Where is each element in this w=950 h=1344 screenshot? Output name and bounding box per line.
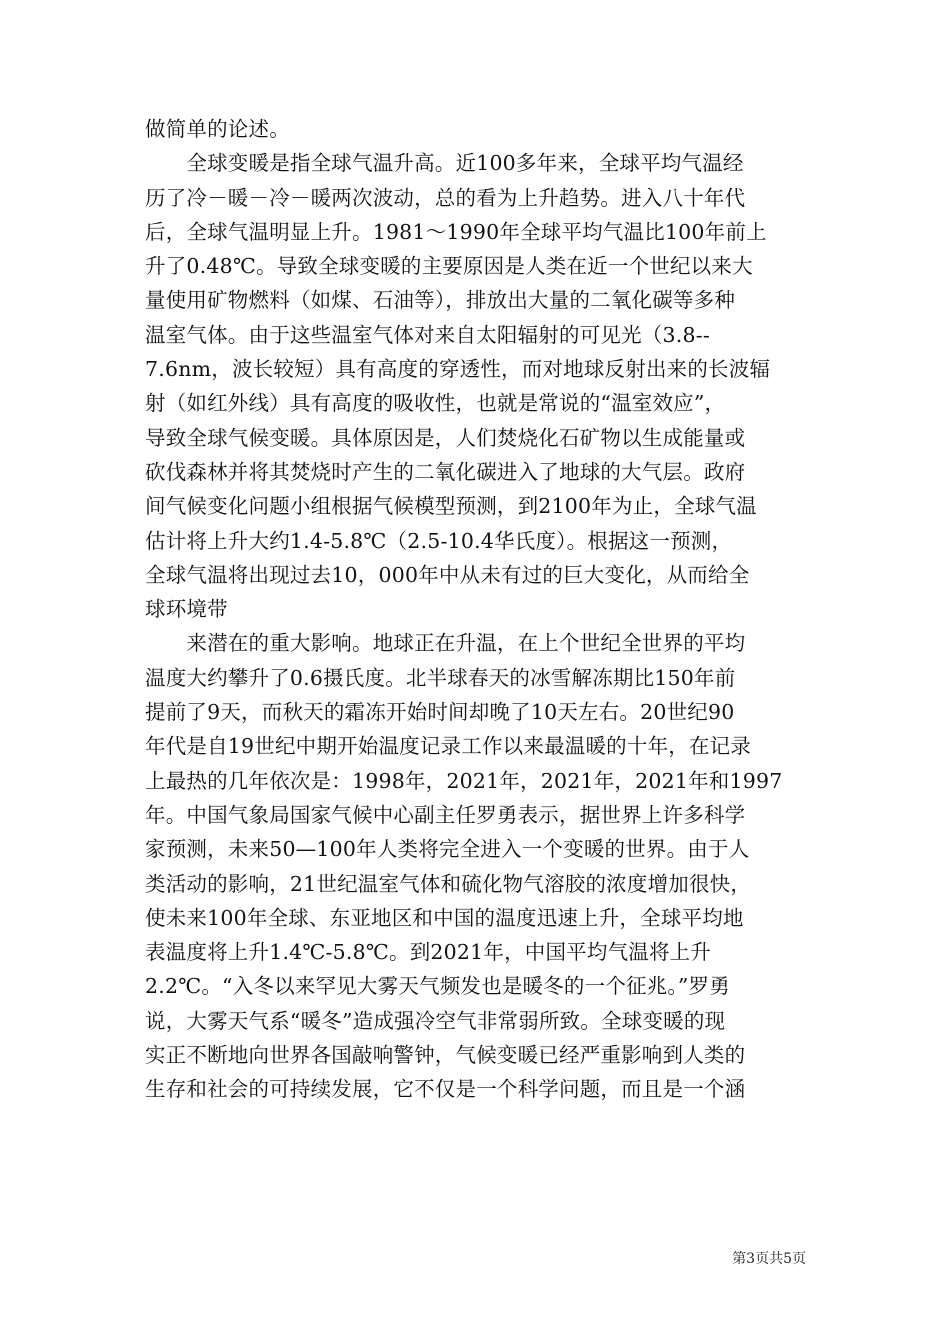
text-line: 砍伐森林并将其焚烧时产生的二氧化碳进入了地球的大气层。政府 [145,459,746,484]
text-line: 表温度将上升1.4℃-5.8℃。到2021年，中国平均气温将上升 [145,940,712,965]
text-line: 年。中国气象局国家气候中心副主任罗勇表示，据世界上许多科学 [145,802,746,827]
text-line: 间气候变化问题小组根据气候模型预测，到2100年为止，全球气温 [145,494,757,519]
text-line: 2.2℃。“入冬以来罕见大雾天气频发也是暖冬的一个征兆。”罗勇 [145,974,730,999]
text-line: 来潜在的重大影响。地球正在升温，在上个世纪全世界的平均 [145,631,746,656]
text-line: 量使用矿物燃料（如煤、石油等），排放出大量的二氧化碳等多种 [145,288,736,313]
text-line: 射（如红外线）具有高度的吸收性，也就是常说的“温室效应”， [145,391,726,416]
text-line: 实正不断地向世界各国敲响警钟，气候变暖已经严重影响到人类的 [145,1043,746,1068]
document-body [145,112,810,1107]
text-line: 球环境带 [145,597,228,622]
text-line: 升了0.48℃。导致全球变暖的主要原因是人类在近一个世纪以来大 [145,254,753,279]
text-line: 说，大雾天气系“暖冬”造成强冷空气非常弱所致。全球变暖的现 [145,1008,726,1033]
text-line: 温度大约攀升了0.6摄氏度。北半球春天的冰雪解冻期比150年前 [145,665,736,690]
text-line: 上最热的几年依次是：1998年，2021年，2021年，2021年和1997 [145,768,783,793]
text-line: 历了冷－暖－冷－暖两次波动，总的看为上升趋势。进入八十年代 [145,185,746,210]
text-line: 家预测，未来50—100年人类将完全进入一个变暖的世界。由于人 [145,837,750,862]
text-line: 全球气温将出现过去10，000年中从未有过的巨大变化，从而给全 [145,562,750,587]
text-line: 年代是自19世纪中期开始温度记录工作以来最温暖的十年，在记录 [145,734,752,759]
text-line: 提前了9天，而秋天的霜冻开始时间却晚了10天左右。20世纪90 [145,700,735,725]
text-line: 后，全球气温明显上升。1981～1990年全球平均气温比100年前上 [145,219,767,244]
text-line: 做简单的论述。 [145,117,290,141]
text-line: 估计将上升大约1.4-5.8℃（2.5-10.4华氏度）。根据这一预测， [145,528,733,553]
text-line: 温室气体。由于这些温室气体对来自太阳辐射的可见光（3.8-- [145,322,710,347]
text-line: 全球变暖是指全球气温升高。近100多年来，全球平均气温经 [145,151,744,176]
text-line: 导致全球气候变暖。具体原因是，人们焚烧化石矿物以生成能量或 [145,425,746,450]
page-number: 第3页共5页 [732,1251,806,1267]
text-line: 使未来100年全球、东亚地区和中国的温度迅速上升，全球平均地 [145,905,744,930]
text-line: 7.6nm，波长较短）具有高度的穿透性，而对地球反射出来的长波辐 [145,357,771,382]
text-line: 类活动的影响，21世纪温室气体和硫化物气溶胶的浓度增加很快， [145,871,752,896]
text-line: 生存和社会的可持续发展，它不仅是一个科学问题，而且是一个涵 [145,1077,746,1102]
